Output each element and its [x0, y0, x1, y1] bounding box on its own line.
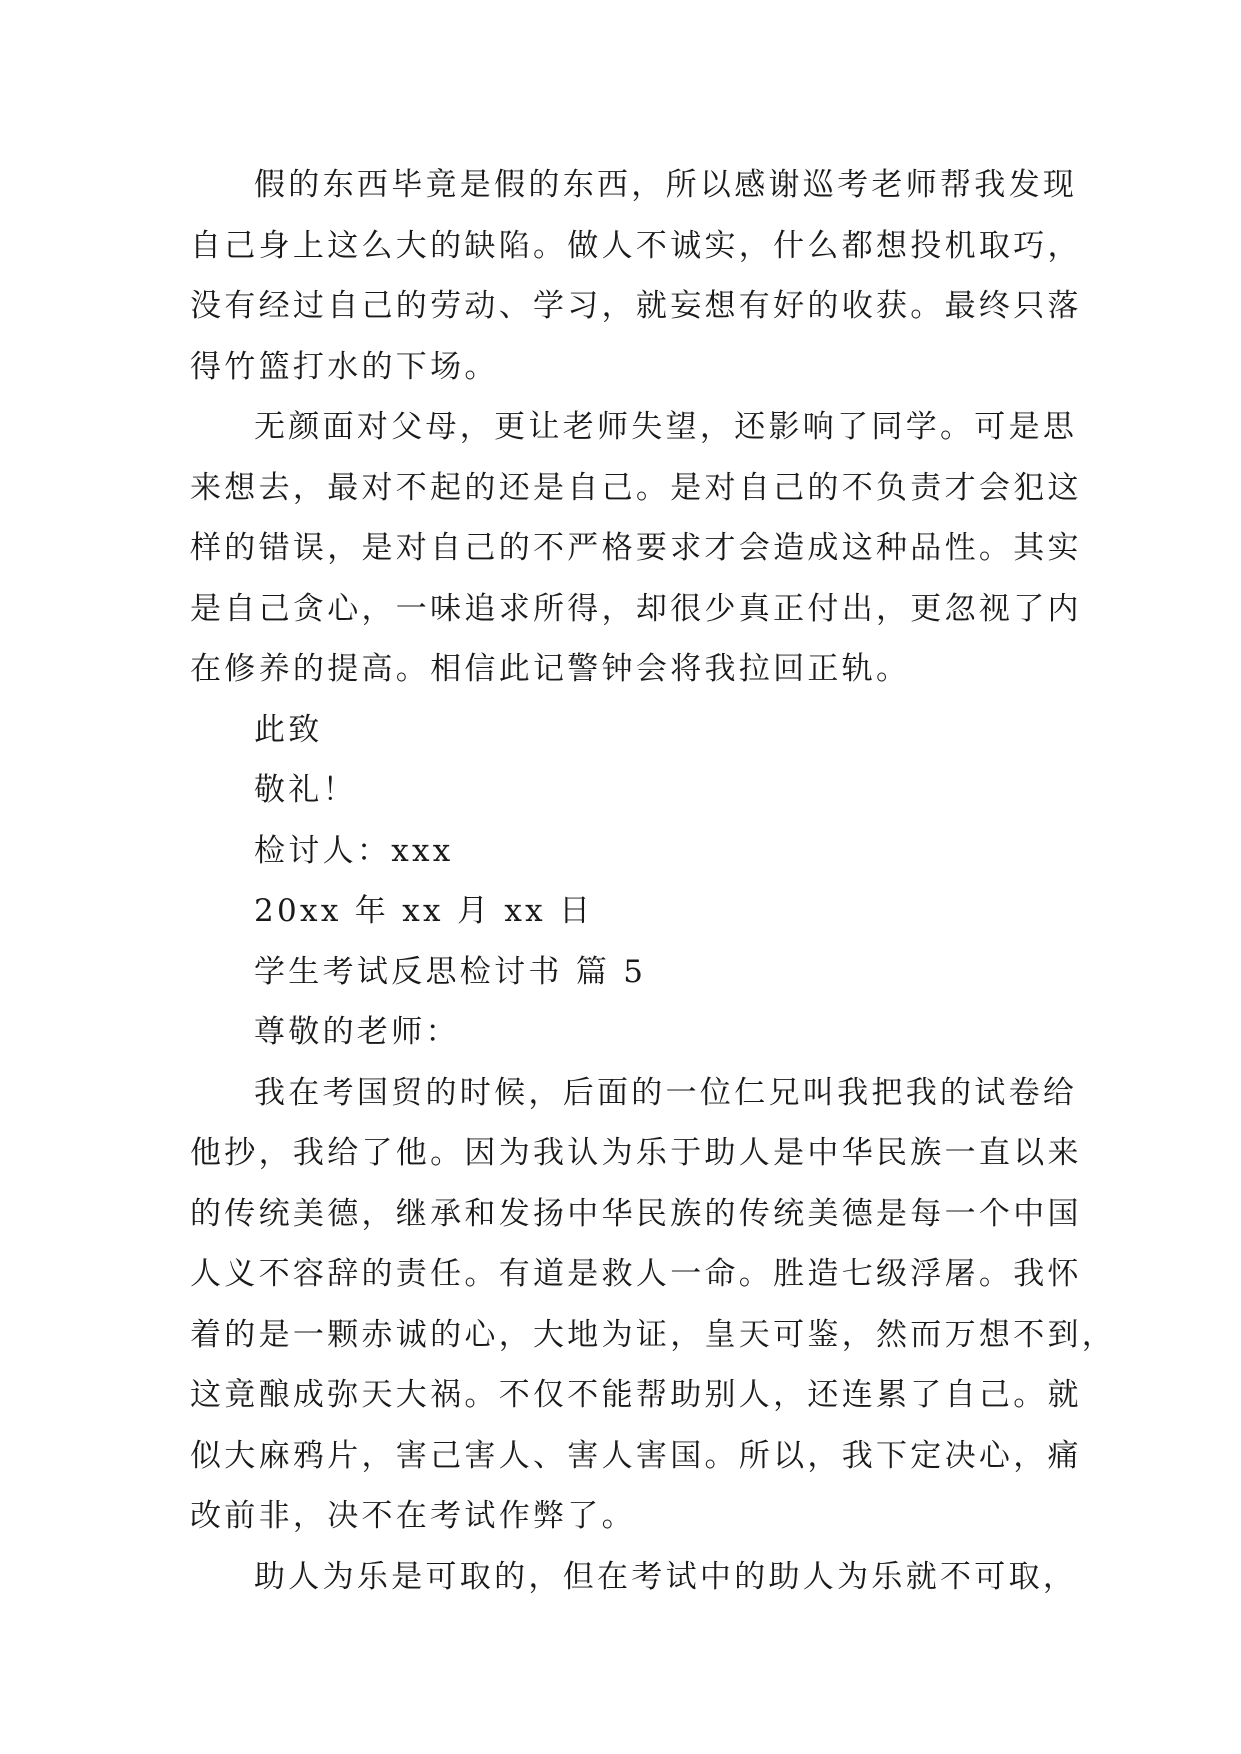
paragraph-line: 着的是一颗赤诚的心，大地为证，皇天可鉴，然而万想不到， — [190, 1316, 1117, 1353]
paragraph-line: 在修养的提高。相信此记警钟会将我拉回正轨。 — [190, 651, 911, 687]
paragraph-line: 他抄，我给了他。因为我认为乐于助人是中华民族一直以来 — [190, 1135, 1082, 1171]
paragraph-line: 我在考国贸的时候，后面的一位仁兄叫我把我的试卷给 — [254, 1074, 1078, 1111]
signature-line: 检讨人：xxx — [254, 832, 454, 869]
greeting-line: 尊敬的老师： — [254, 1014, 460, 1050]
paragraph-line: 似大麻鸦片，害己害人、害人害国。所以，我下定决心，痛 — [190, 1437, 1082, 1474]
paragraph-line: 助人为乐是可取的，但在考试中的助人为乐就不可取， — [254, 1558, 1078, 1595]
paragraph-line: 这竟酿成弥天大祸。不仅不能帮助别人，还连累了自己。就 — [190, 1377, 1082, 1413]
closing-salutation: 此致 — [254, 711, 323, 748]
paragraph-line: 的传统美德，继承和发扬中华民族的传统美德是每一个中国 — [190, 1195, 1082, 1232]
section-heading: 学生考试反思检讨书 篇 5 — [254, 953, 647, 990]
paragraph-line: 得竹篮打水的下场。 — [190, 348, 499, 385]
closing-regards: 敬礼！ — [254, 772, 357, 808]
paragraph-line: 样的错误，是对自己的不严格要求才会造成这种品性。其实 — [190, 530, 1082, 566]
paragraph-line: 无颜面对父母，更让老师失望，还影响了同学。可是思 — [254, 409, 1078, 445]
paragraph-line: 自己身上这么大的缺陷。做人不诚实，什么都想投机取巧， — [190, 227, 1082, 264]
paragraph-line: 是自己贪心，一味追求所得，却很少真正付出，更忽视了内 — [190, 590, 1082, 627]
paragraph-line: 人义不容辞的责任。有道是救人一命。胜造七级浮屠。我怀 — [190, 1256, 1082, 1292]
paragraph-line: 假的东西毕竟是假的东西，所以感谢巡考老师帮我发现 — [254, 167, 1078, 203]
paragraph-line: 没有经过自己的劳动、学习，就妄想有好的收获。最终只落 — [190, 288, 1082, 324]
document-page — [190, 155, 1117, 1607]
paragraph-line: 改前非，决不在考试作弊了。 — [190, 1498, 636, 1534]
paragraph-line: 来想去，最对不起的还是自己。是对自己的不负责才会犯这 — [190, 469, 1082, 506]
date-line: 20xx 年 xx 月 xx 日 — [254, 893, 594, 929]
